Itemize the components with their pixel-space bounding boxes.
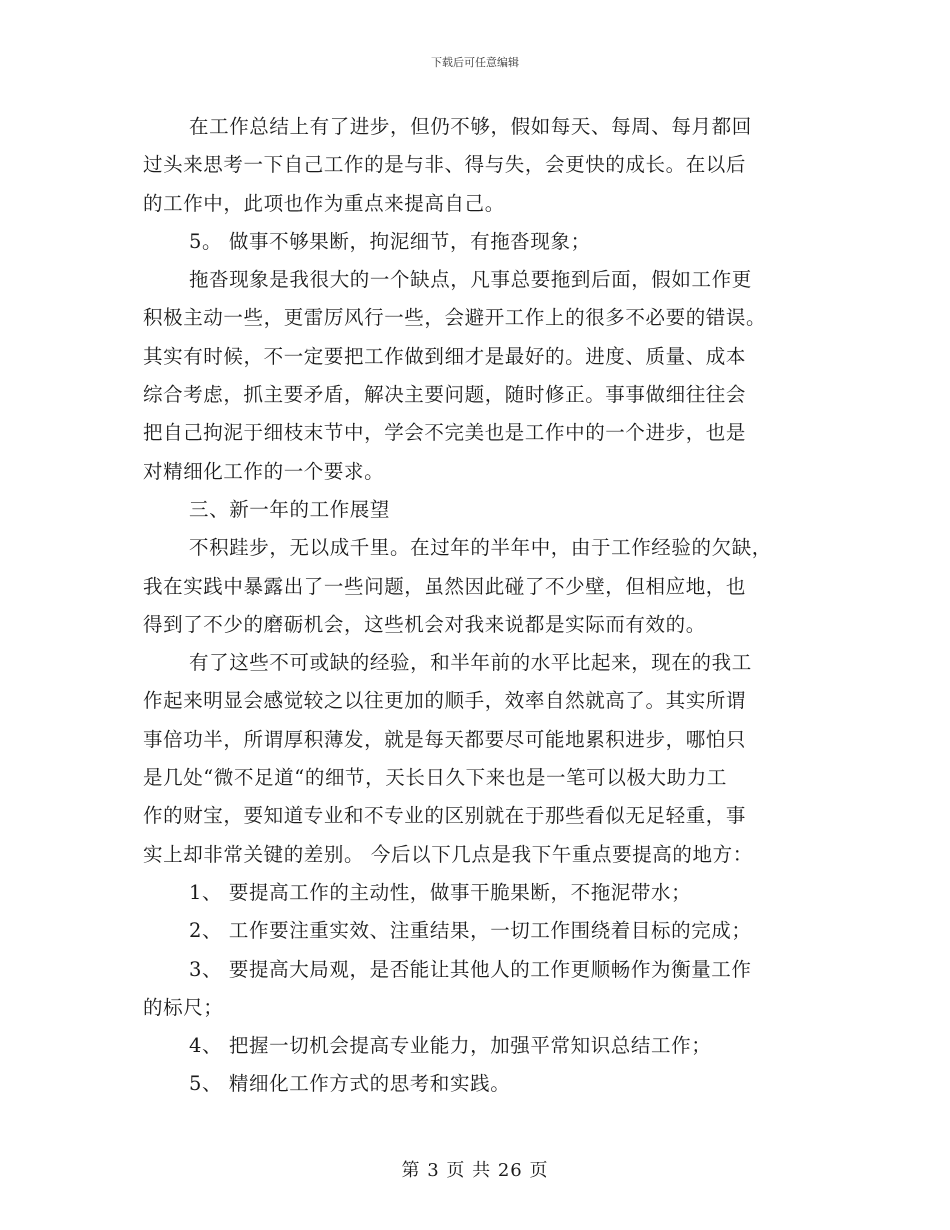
paragraph-line: 实上却非常关键的差别。 今后以下几点是我下午重点要提高的地方：: [143, 842, 753, 866]
paragraph-line: 不积跬步，无以成千里。在过年的半年中，由于工作经验的欠缺，: [189, 536, 772, 560]
list-item: 2、 工作要注重实效、注重结果，一切工作围绕着目标的完成；: [189, 919, 752, 943]
paragraph-line: 在工作总结上有了进步，但仍不够，假如每天、每周、每月都回: [189, 115, 752, 138]
paragraph-line: 拖沓现象是我很大的一个缺点，凡事总要拖到后面，假如工作更: [189, 268, 752, 292]
paragraph-line: 过头来思考一下自己工作的是与非、得与失，会更快的成长。在以后: [143, 153, 747, 177]
paragraph-line: 对精细化工作的一个要求。: [143, 459, 385, 483]
list-item: 5、 精细化工作方式的思考和实践。: [189, 1072, 511, 1096]
paragraph-line: 作起来明显会感觉较之以往更加的顺手，效率自然就高了。其实所谓: [143, 689, 747, 713]
paragraph-line: 是几处“微不足道“的细节，天长日久下来也是一笔可以极大助力工: [143, 766, 727, 790]
page-number-footer: 第 3 页 共 26 页: [401, 1160, 549, 1181]
paragraph-line: 得到了不少的磨砺机会，这些机会对我来说都是实际而有效的。: [143, 612, 706, 636]
paragraph-line: 有了这些不可或缺的经验，和半年前的水平比起来，现在的我工: [189, 651, 752, 675]
paragraph-line: 综合考虑，抓主要矛盾，解决主要问题，随时修正。事事做细往往会: [143, 383, 747, 407]
list-item: 3、 要提高大局观，是否能让其他人的工作更顺畅作为衡量工作: [189, 957, 752, 981]
paragraph-line: 事倍功半，所谓厚积薄发，就是每天都要尽可能地累积进步，哪怕只: [143, 727, 747, 751]
list-item: 4、 把握一切机会提高专业能力，加强平常知识总结工作；: [189, 1034, 712, 1058]
section-heading: 三、新一年的工作展望: [189, 497, 391, 521]
list-item: 1、 要提高工作的主动性，做事干脆果断，不拖泥带水；: [189, 880, 692, 904]
paragraph-line: 作的财宝，要知道专业和不专业的区别就在于那些看似无足轻重，事: [143, 804, 747, 828]
paragraph-line: 把自己拘泥于细枝末节中，学会不完美也是工作中的一个进步，也是: [143, 421, 747, 445]
paragraph-line: 其实有时候，不一定要把工作做到细才是最好的。进度、质量、成本: [143, 344, 747, 368]
document-body: [143, 108, 813, 1104]
list-item-heading: 5。 做事不够果断，拘泥细节，有拖沓现象；: [189, 229, 591, 253]
paragraph-line: 我在实践中暴露出了一些问题，虽然因此碰了不少壁，但相应地，也: [143, 574, 747, 598]
list-item: 的标尺；: [143, 995, 224, 1019]
page-header: 下载后可任意编辑: [431, 56, 519, 69]
paragraph-line: 积极主动一些，更雷厉风行一些，会避开工作上的很多不必要的错误。: [143, 306, 767, 330]
paragraph-line: 的工作中，此项也作为重点来提高自己。: [143, 191, 505, 215]
